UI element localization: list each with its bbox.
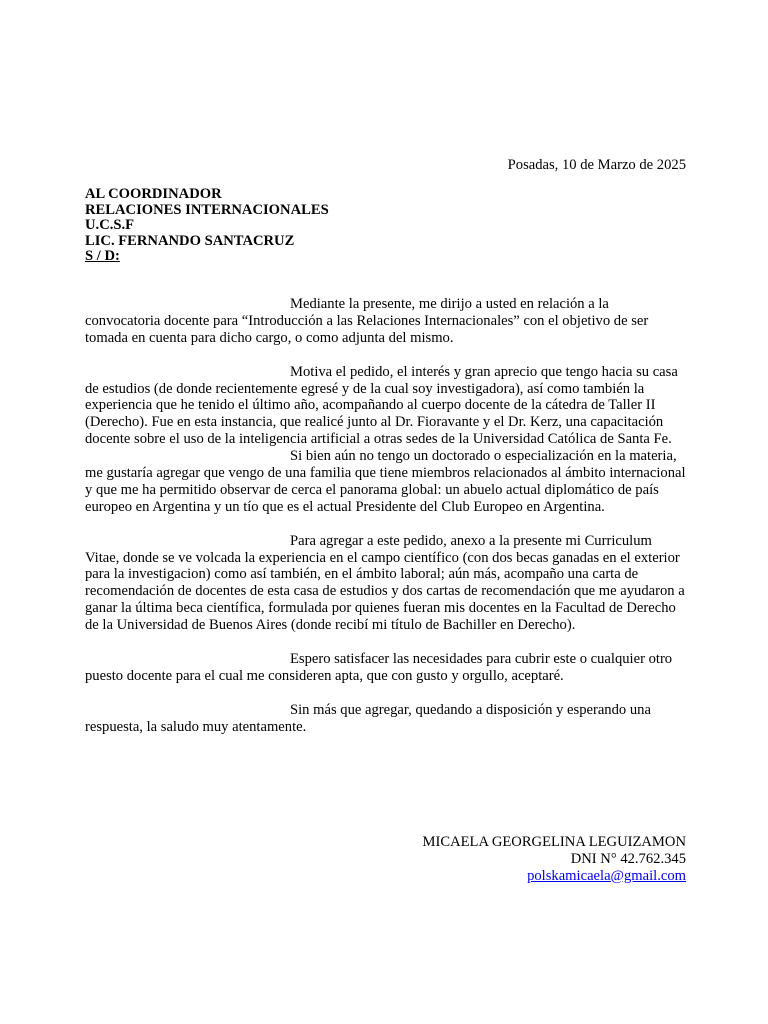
addressee-name: LIC. FERNANDO SANTACRUZ <box>85 232 295 249</box>
paragraph-expectation: Espero satisfacer las necesidades para cubrir este o cualquier otro puesto docente para el cual me consideren apta, que con gusto y orgullo, aceptaré. <box>85 650 673 684</box>
signature-dni: DNI N° 42.762.345 <box>570 850 686 867</box>
addressee-sd-line: S / D: <box>85 248 120 265</box>
paragraph-spacer <box>85 516 686 533</box>
addressee-title: AL COORDINADOR <box>85 186 222 202</box>
paragraph-background: Si bien aún no tengo un doctorado o especialización en la materia, me gustaría agregar que vengo de una familia que tiene miembros relacionados al ámbito internacional y que me ha permitido observar de cerca el panorama global: un abuelo actual diplomático de país europeo en Argentina y un tío que es el actual Presidente del Club Europeo en Argentina. <box>85 448 686 515</box>
addressee-department: RELACIONES INTERNACIONALES <box>85 201 329 218</box>
date-line: Posadas, 10 de Marzo de 2025 <box>507 157 686 173</box>
paragraph-spacer <box>85 685 686 702</box>
letter-body <box>85 296 686 736</box>
addressee-block <box>85 187 329 265</box>
letter-page <box>85 0 686 1024</box>
paragraph-attachments: Para agregar a este pedido, anexo a la presente mi Curriculum Vitae, donde se ve volcada la experiencia en el campo científico (con dos becas ganadas en el exterior para la investigacion) como así también, en el ámbito laboral; aún más, acompaño una carta de recomendación de docentes de esta casa de estudios y dos cartas de recomendación que me ayudaron a ganar la última beca científica, formulada por quienes fueran mis docentes en la Facultad de Derecho de la Universidad de Buenos Aires (donde recibí mi título de Bachiller en Derecho). <box>85 532 685 634</box>
paragraph-spacer <box>85 634 686 651</box>
email-link[interactable]: polskamicaela@gmail.com <box>527 867 686 884</box>
paragraph-intro: Mediante la presente, me dirijo a usted en relación a la convocatoria docente para “Introducción a las Relaciones Internacionales” con el objetivo de ser tomada en cuenta para dicho cargo, o como adjunta del mismo. <box>85 296 649 346</box>
signature-name: MICAELA GEORGELINA LEGUIZAMON <box>422 834 686 850</box>
paragraph-spacer <box>85 347 686 364</box>
addressee-institution: U.C.S.F <box>85 217 135 234</box>
paragraph-motivation: Motiva el pedido, el interés y gran aprecio que tengo hacia su casa de estudios (de donde recientemente egresé y de la cual soy investigadora), así como también la experiencia que he tenido el último año, acompañando al cuerpo docente de la cátedra de Taller II (Derecho). Fue en esta instancia, que realicé junto al Dr. Fioravante y el Dr. Kerz, una capacitación docente sobre el uso de la inteligencia artificial a otras sedes de la Universidad Católica de Santa Fe. <box>85 363 678 448</box>
paragraph-closing: Sin más que agregar, quedando a disposición y esperando una respuesta, la saludo muy atentamente. <box>85 701 651 735</box>
signature-block <box>423 834 686 885</box>
